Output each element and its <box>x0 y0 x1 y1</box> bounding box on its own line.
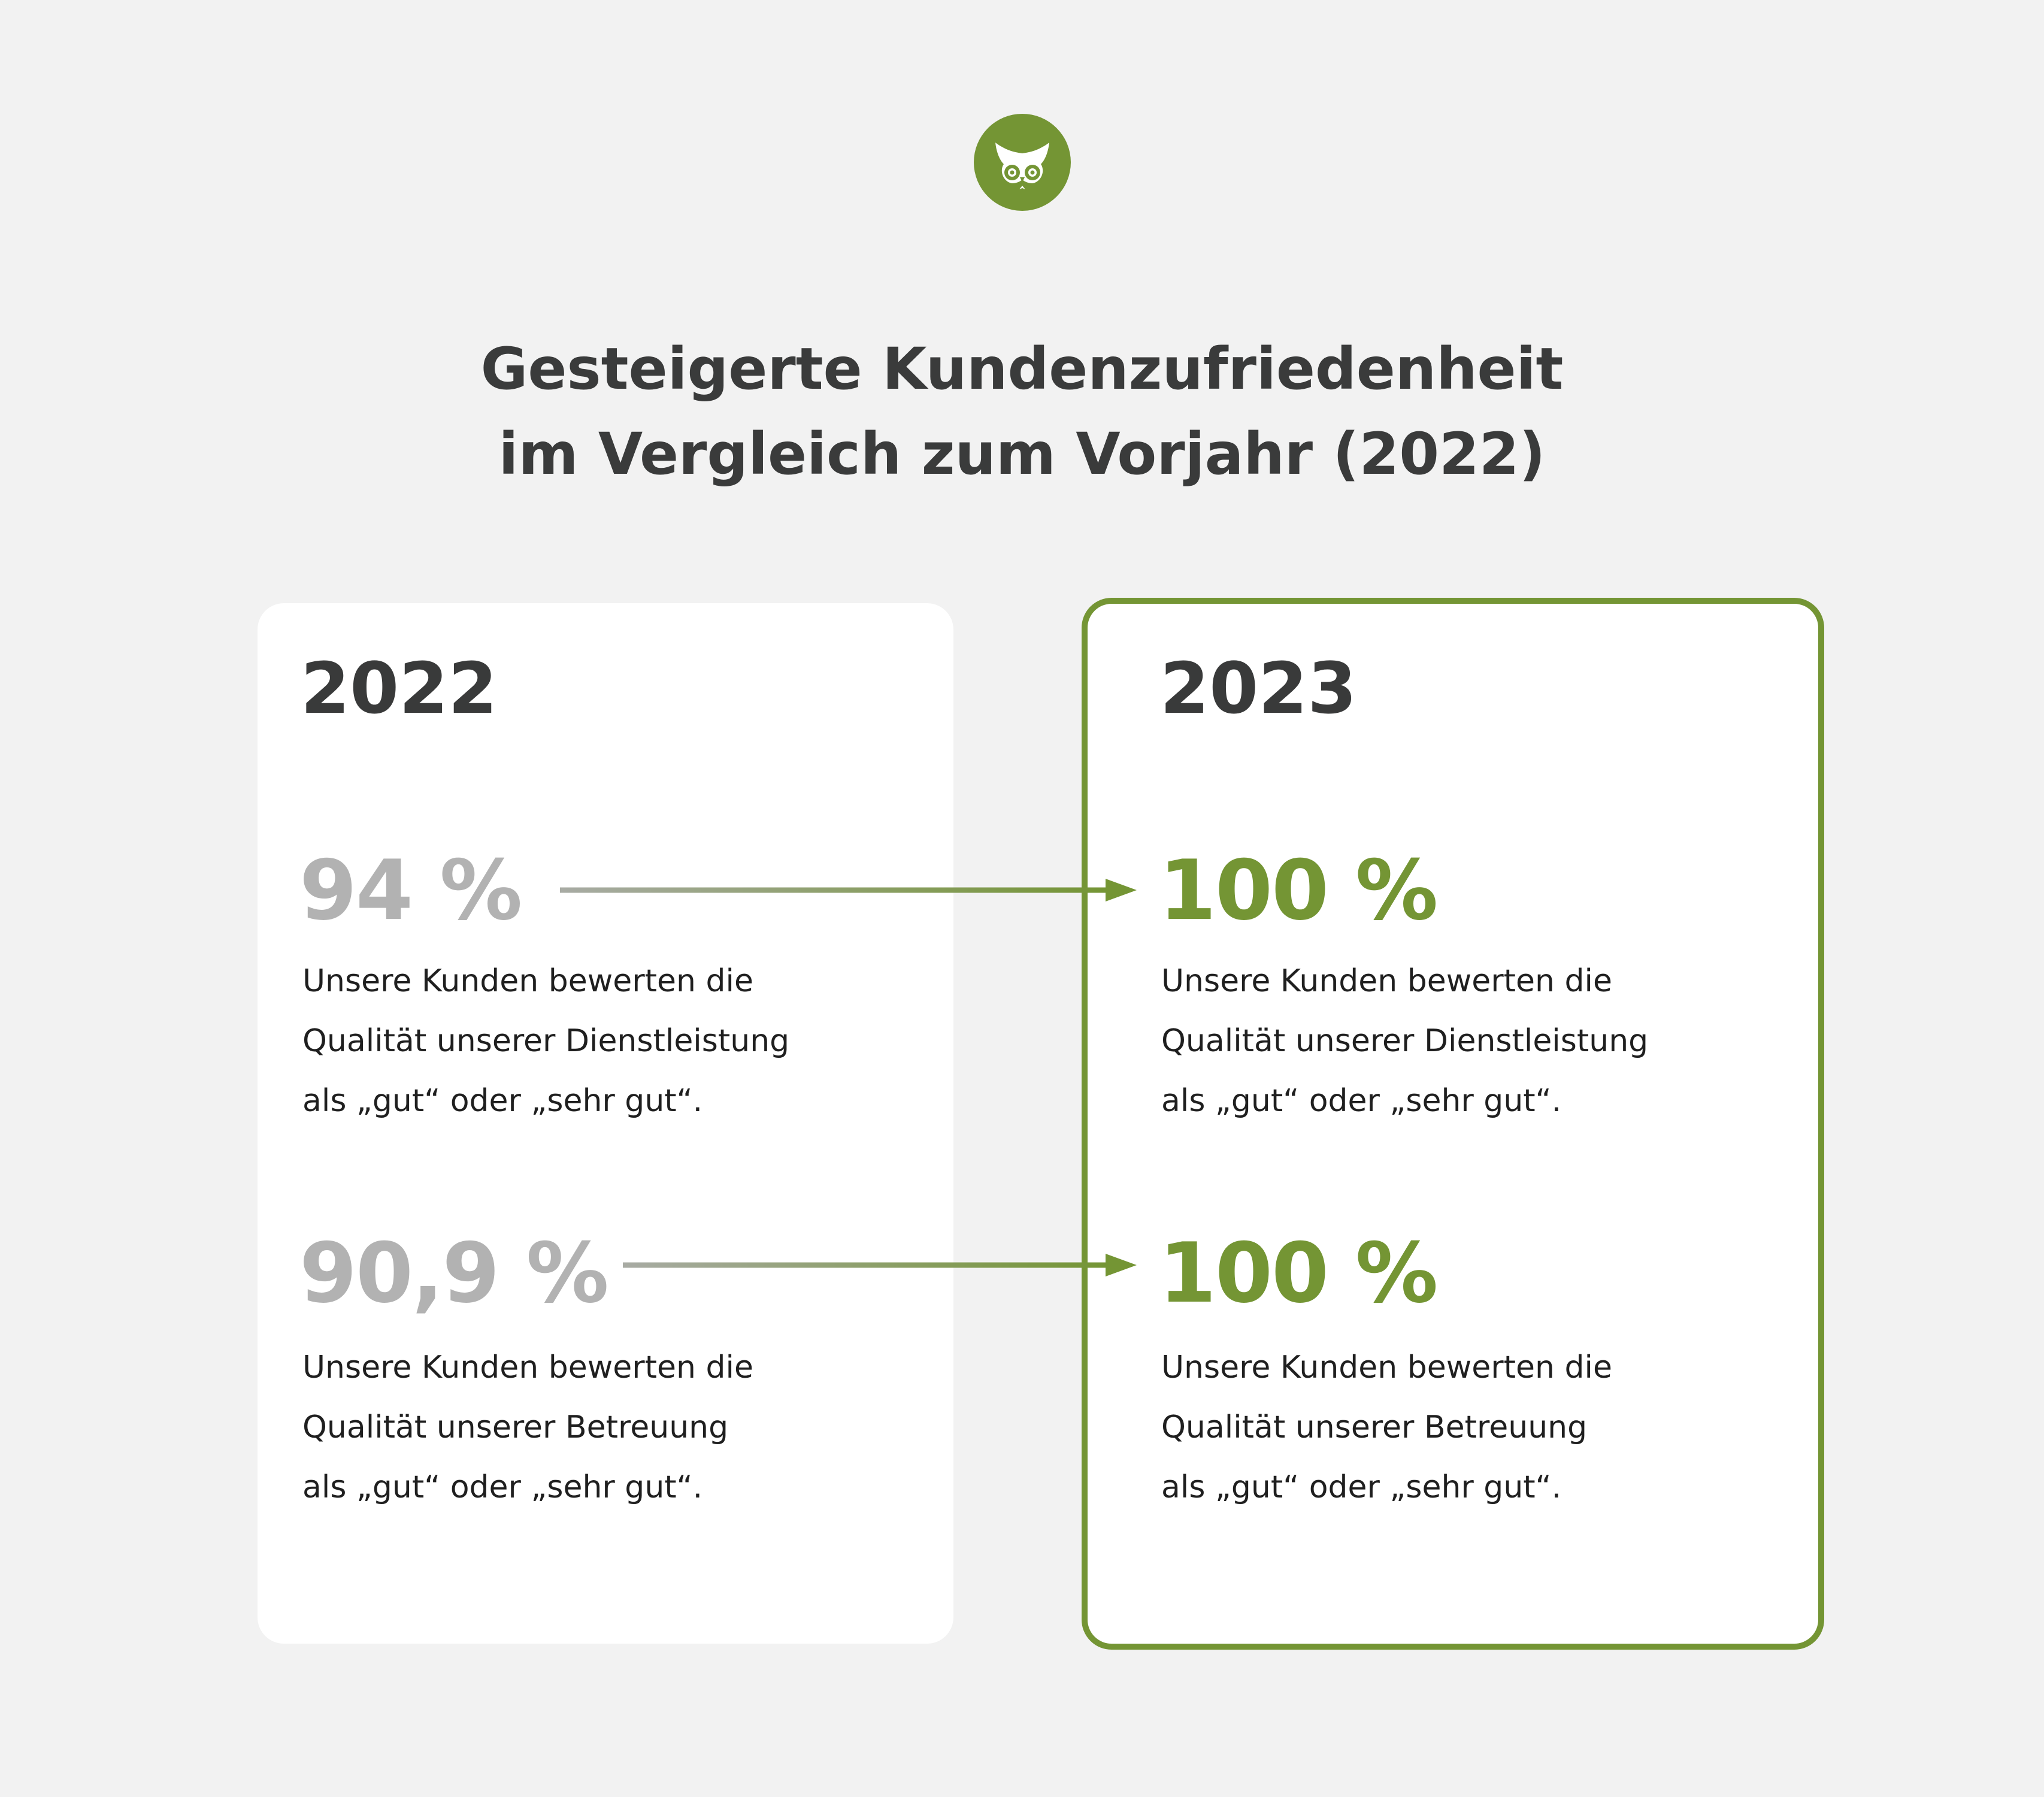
page-title <box>0 326 2044 497</box>
description-line: als „gut“ oder „sehr gut“. <box>302 1083 703 1119</box>
description-line: Unsere Kunden bewerten die <box>302 963 753 999</box>
description-line: Qualität unserer Dienstleistung <box>1161 1023 1649 1059</box>
title-line-1: Gesteigerte Kundenzufriedenheit <box>480 335 1564 403</box>
description-line: als „gut“ oder „sehr gut“. <box>302 1469 703 1505</box>
description-line: Unsere Kunden bewerten die <box>1161 963 1612 999</box>
description-line: als „gut“ oder „sehr gut“. <box>1161 1083 1562 1119</box>
year-label-2023: 2023 <box>1160 647 1357 730</box>
description-line: Unsere Kunden bewerten die <box>1161 1350 1612 1385</box>
stat-value-2023-support: 100 % <box>1159 1225 1437 1321</box>
stat-value-2022-service: 94 % <box>299 842 522 939</box>
stat-description-2023-service <box>1161 951 1648 1131</box>
stat-value-2022-support: 90,9 % <box>299 1225 608 1321</box>
stat-value-2023-service: 100 % <box>1159 842 1437 939</box>
description-line: Qualität unserer Betreuung <box>1161 1409 1588 1445</box>
stat-description-2022-support <box>302 1338 753 1517</box>
description-line: als „gut“ oder „sehr gut“. <box>1161 1469 1562 1505</box>
title-line-2: im Vergleich zum Vorjahr (2022) <box>498 420 1546 488</box>
description-line: Qualität unserer Betreuung <box>302 1409 729 1445</box>
logo <box>974 114 1071 211</box>
description-line: Unsere Kunden bewerten die <box>302 1350 753 1385</box>
owl-icon <box>974 114 1071 211</box>
description-line: Qualität unserer Dienstleistung <box>302 1023 790 1059</box>
year-label-2022: 2022 <box>301 647 498 730</box>
stat-description-2022-service <box>302 951 789 1131</box>
stat-description-2023-support <box>1161 1338 1612 1517</box>
